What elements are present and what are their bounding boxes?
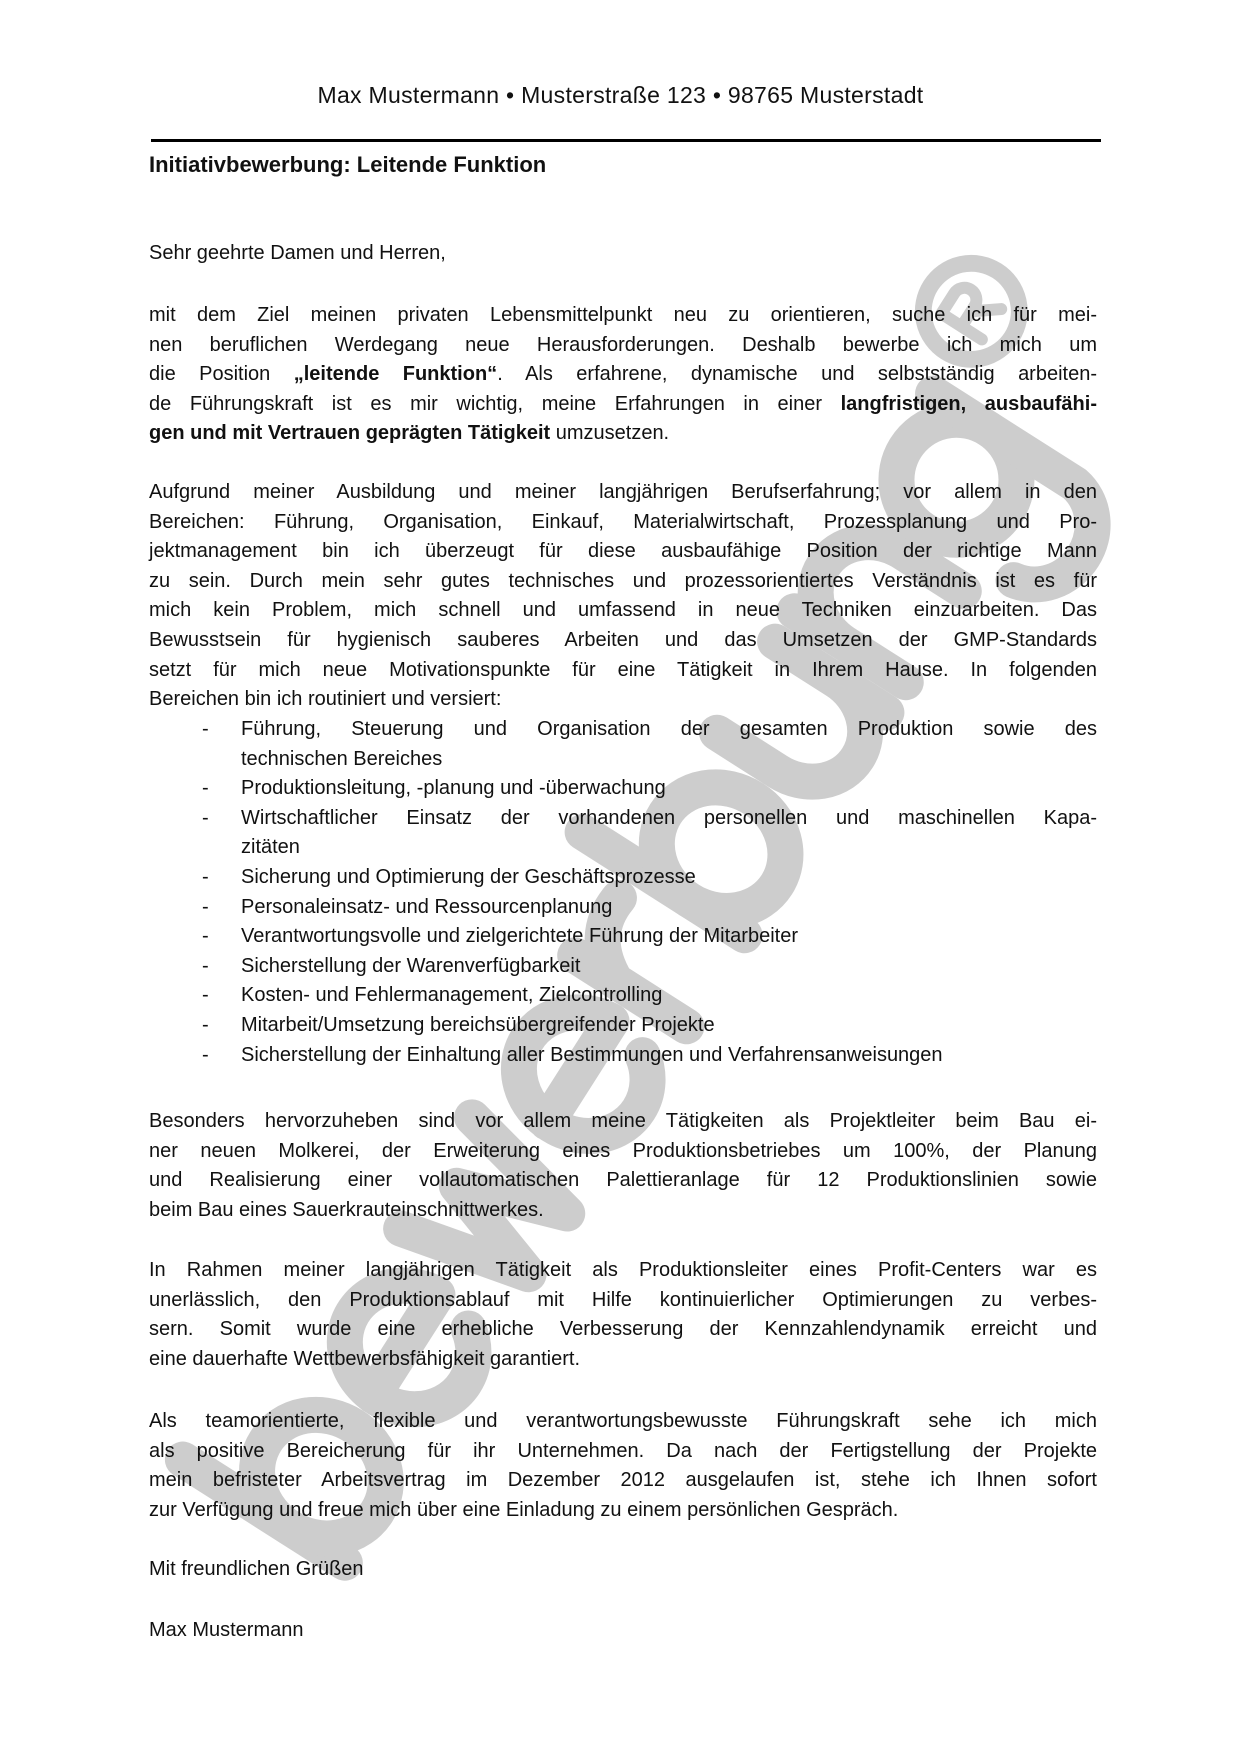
text-run: de Führungskraft ist es mir wichtig, meine Erfahrungen in einer <box>149 392 841 415</box>
text-line <box>149 419 1097 449</box>
text-line <box>149 567 1097 597</box>
list-item <box>149 774 1097 804</box>
text-line <box>149 508 1097 538</box>
list-item-text: Mitarbeit/Umsetzung bereichsübergreifender Projekte <box>241 1013 715 1036</box>
competence-list <box>149 715 1097 1070</box>
text-line <box>149 1315 1097 1345</box>
closing: Mit freundlichen Grüßen <box>149 1558 364 1580</box>
text-run: Bereichen bin ich routiniert und versiert: <box>149 688 502 711</box>
sender-header: Max Mustermann • Musterstraße 123 • 98765 Musterstadt <box>317 82 924 108</box>
list-item-text: Personaleinsatz- und Ressourcenplanung <box>241 895 613 918</box>
text-line <box>149 1437 1097 1467</box>
text-run: eine dauerhafte Wettbewerbsfähigkeit garantiert. <box>149 1347 581 1370</box>
text-run: als positive Bereicherung für ihr Unternehmen. Da nach der Fertigstellung der Projekte <box>149 1439 1097 1462</box>
text-line <box>149 478 1097 508</box>
dash-bullet: - <box>202 806 209 829</box>
text-run: Bereichen: Führung, Organisation, Einkauf, Materialwirtschaft, Prozessplanung und Pro- <box>149 510 1097 533</box>
list-item <box>149 952 1097 982</box>
list-item <box>149 922 1097 952</box>
paragraph-2 <box>149 478 1097 715</box>
paragraph-5 <box>149 1407 1097 1525</box>
list-item-text: zitäten <box>241 836 300 859</box>
list-item <box>149 863 1097 893</box>
list-item <box>149 1011 1097 1041</box>
text-line <box>149 596 1097 626</box>
paragraph-3 <box>149 1107 1097 1225</box>
text-run: jektmanagement bin ich überzeugt für diese ausbaufähige Position der richtige Mann <box>149 540 1097 563</box>
dash-bullet: - <box>202 865 209 888</box>
list-item-text: Wirtschaftlicher Einsatz der vorhandenen personellen und maschinellen Kapa- <box>241 806 1097 829</box>
list-item <box>149 804 1097 863</box>
dash-bullet: - <box>202 718 209 740</box>
dash-bullet: - <box>202 925 209 948</box>
list-item <box>149 893 1097 923</box>
text-run: Aufgrund meiner Ausbildung und meiner langjährigen Berufserfahrung; vor allem in den <box>149 481 1097 503</box>
dash-bullet: - <box>202 777 209 800</box>
list-item-text: Sicherstellung der Warenverfügbarkeit <box>241 954 581 977</box>
signature-name: Max Mustermann <box>149 1619 304 1641</box>
text-run: Als teamorientierte, flexible und verantwortungsbewusste Führungskraft sehe ich mich <box>149 1410 1097 1432</box>
text-line <box>149 656 1097 686</box>
list-item-text: Sicherung und Optimierung der Geschäftsprozesse <box>241 865 696 888</box>
text-run: beim Bau eines Sauerkrauteinschnittwerkes. <box>149 1198 544 1221</box>
text-run: mit dem Ziel meinen privaten Lebensmittelpunkt neu zu orientieren, suche ich für mei- <box>149 304 1097 326</box>
text-run: Bewusstsein für hygienisch sauberes Arbeiten und das Umsetzen der GMP-Standards <box>149 628 1097 651</box>
text-line <box>149 1407 1097 1437</box>
header-divider <box>151 139 1101 142</box>
dash-bullet: - <box>202 895 209 918</box>
text-run: . Als erfahrene, dynamische und selbstständig arbeiten- <box>497 363 1097 386</box>
dash-bullet: - <box>202 1043 209 1066</box>
text-run: und Realisierung einer vollautomatischen Palettieranlage für 12 Produktionslinien sowie <box>149 1169 1097 1192</box>
paragraph-4 <box>149 1256 1097 1374</box>
text-run: setzt für mich neue Motivationspunkte für eine Tätigkeit in Ihrem Hause. In folgenden <box>149 658 1097 681</box>
list-item <box>149 981 1097 1011</box>
text-line <box>149 1256 1097 1286</box>
salutation: Sehr geehrte Damen und Herren, <box>149 242 446 264</box>
dash-bullet: - <box>202 984 209 1007</box>
text-run: zu sein. Durch mein sehr gutes technisches und prozessorientiertes Verständnis ist es für <box>149 569 1097 592</box>
text-line <box>149 1345 1097 1375</box>
list-item-text: Führung, Steuerung und Organisation der gesamten Produktion sowie des <box>241 718 1097 740</box>
paragraph-1 <box>149 301 1097 449</box>
text-line <box>149 390 1097 420</box>
list-item-text: Verantwortungsvolle und zielgerichtete Führung der Mitarbeiter <box>241 925 798 948</box>
list-item-text: Sicherstellung der Einhaltung aller Bestimmungen und Verfahrensanweisungen <box>241 1043 943 1066</box>
text-line <box>149 331 1097 361</box>
subject-line: Initiativbewerbung: Leitende Funktion <box>149 152 547 177</box>
text-run: Besonders hervorzuheben sind vor allem meine Tätigkeiten als Projektleiter beim Bau ei- <box>149 1110 1097 1132</box>
list-item <box>149 715 1097 774</box>
text-run: mich kein Problem, mich schnell und umfassend in neue Techniken einzuarbeiten. Das <box>149 599 1097 622</box>
text-run: die Position <box>149 363 294 386</box>
text-run: umzusetzen. <box>550 422 670 445</box>
list-item-text: Produktionsleitung, -planung und -überwachung <box>241 777 666 800</box>
text-line <box>149 1107 1097 1137</box>
text-run: sern. Somit wurde eine erhebliche Verbesserung der Kennzahlendynamik erreicht und <box>149 1318 1097 1341</box>
text-line <box>149 1286 1097 1316</box>
text-run: nen beruflichen Werdegang neue Herausforderungen. Deshalb bewerbe ich mich um <box>149 333 1097 356</box>
bold-text: „leitende Funktion“ <box>293 363 498 386</box>
text-run: mein befristeter Arbeitsvertrag im Dezember 2012 ausgelaufen ist, stehe ich Ihnen sofort <box>149 1469 1097 1492</box>
text-line <box>149 1466 1097 1496</box>
bold-text: langfristigen, ausbaufähi- <box>840 392 1097 415</box>
text-line <box>149 1166 1097 1196</box>
text-run: unerlässlich, den Produktionsablauf mit Hilfe kontinuierlicher Optimierungen zu verbes- <box>149 1288 1097 1311</box>
list-item <box>149 1041 1097 1071</box>
text-run: In Rahmen meiner langjährigen Tätigkeit als Produktionsleiter eines Profit-Centers war es <box>149 1259 1097 1281</box>
text-line <box>149 1196 1097 1226</box>
text-run: ner neuen Molkerei, der Erweiterung eines Produktionsbetriebes um 100%, der Planung <box>149 1139 1097 1162</box>
text-line <box>149 1496 1097 1526</box>
dash-bullet: - <box>202 954 209 977</box>
text-line <box>149 360 1097 390</box>
dash-bullet: - <box>202 1013 209 1036</box>
text-run: zur Verfügung und freue mich über eine Einladung zu einem persönlichen Gespräch. <box>149 1498 899 1521</box>
text-line <box>149 1137 1097 1167</box>
bold-text: gen und mit Vertrauen geprägten Tätigkeit <box>149 422 551 445</box>
text-line <box>149 301 1097 331</box>
text-line <box>149 685 1097 715</box>
text-line <box>149 537 1097 567</box>
text-line <box>149 626 1097 656</box>
list-item-text: Kosten- und Fehlermanagement, Zielcontrolling <box>241 984 663 1007</box>
list-item-text: technischen Bereiches <box>241 747 443 770</box>
